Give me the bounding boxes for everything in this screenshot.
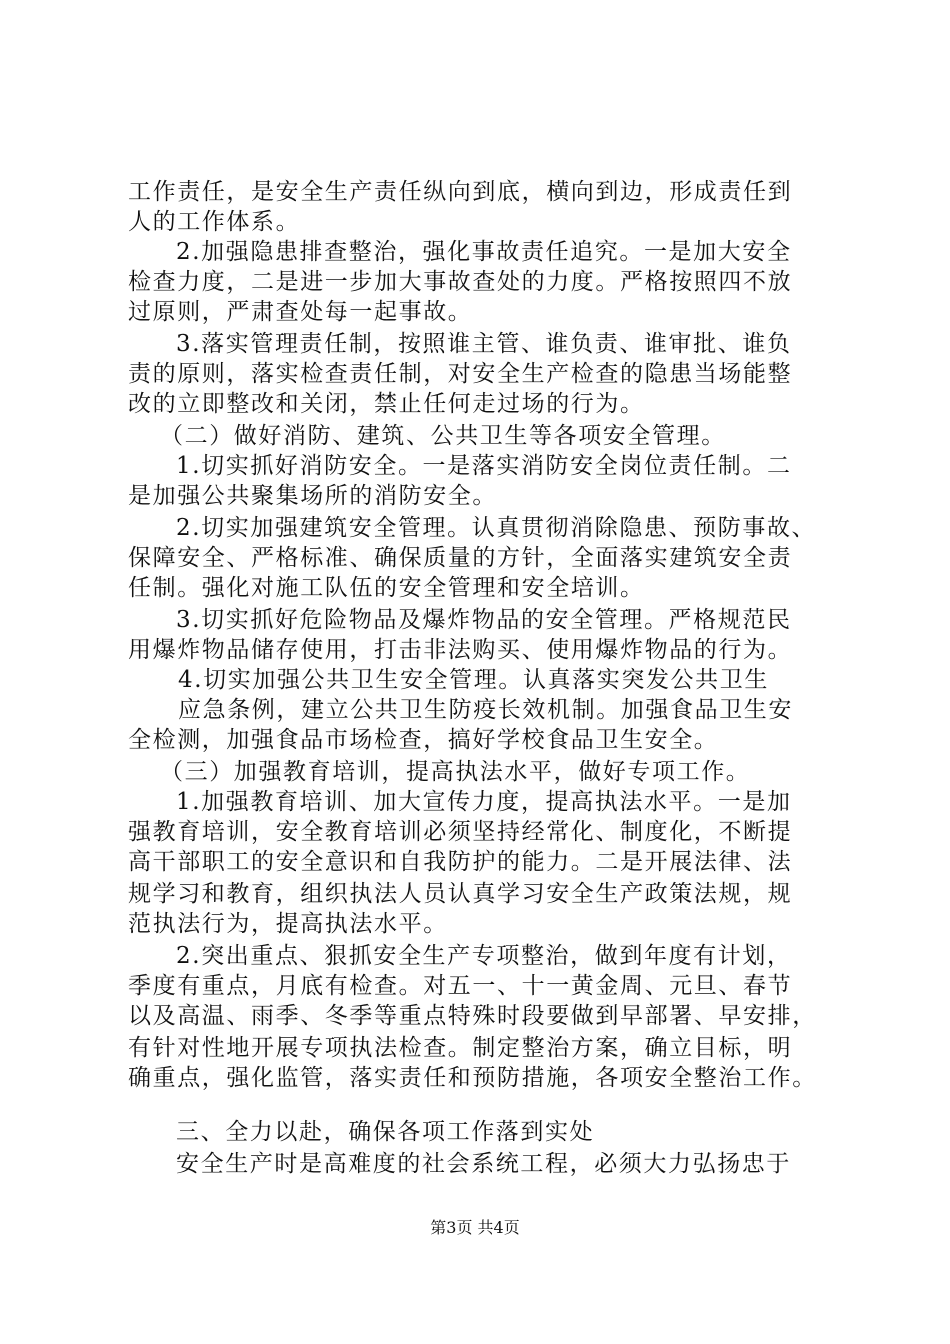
body-line: 1.加强教育培训、加大宣传力度，提高执法水平。一是加 <box>176 789 792 815</box>
body-line: 是加强公共聚集场所的消防安全。 <box>128 483 497 509</box>
body-line: 保障安全、严格标准、确保质量的方针，全面落实建筑安全责 <box>128 545 793 571</box>
body-line: 3.切实抓好危险物品及爆炸物品的安全管理。严格规范民 <box>176 607 792 633</box>
body-line: 责的原则，落实检查责任制，对安全生产检查的隐患当场能整 <box>128 361 793 387</box>
body-line: 检查力度，二是进一步加大事故查处的力度。严格按照四不放 <box>128 269 793 295</box>
body-line: 范执法行为，提高执法水平。 <box>128 911 448 937</box>
section-heading: （三）加强教育培训，提高执法水平，做好专项工作。 <box>160 759 751 785</box>
body-line: 有针对性地开展专项执法检查。制定整治方案，确立目标，明 <box>128 1035 793 1061</box>
body-line: 人的工作体系。 <box>128 209 301 235</box>
body-line: 任制。强化对施工队伍的安全管理和安全培训。 <box>128 575 645 601</box>
body-line: 2.突出重点、狠抓安全生产专项整治，做到年度有计划， <box>176 943 792 969</box>
body-line: 工作责任，是安全生产责任纵向到底，横向到边，形成责任到 <box>128 179 793 205</box>
body-line: 规学习和教育，组织执法人员认真学习安全生产政策法规，规 <box>128 881 793 907</box>
body-line: 1.切实抓好消防安全。一是落实消防安全岗位责任制。二 <box>176 453 792 479</box>
body-line: 确重点，强化监管，落实责任和预防措施，各项安全整治工作。 <box>128 1065 817 1091</box>
section-heading: 三、全力以赴，确保各项工作落到实处 <box>176 1119 595 1145</box>
body-line: 以及高温、雨季、冬季等重点特殊时段要做到早部署、早安排， <box>128 1003 817 1029</box>
body-line: 3.落实管理责任制，按照谁主管、谁负责、谁审批、谁负 <box>176 331 792 357</box>
body-line: 2.加强隐患排查整治，强化事故责任追究。一是加大安全 <box>176 239 792 265</box>
body-line: 全检测，加强食品市场检查，搞好学校食品卫生安全。 <box>128 727 719 753</box>
body-line: 过原则，严肃查处每一起事故。 <box>128 299 473 325</box>
body-line: 强教育培训，安全教育培训必须坚持经常化、制度化，不断提 <box>128 819 793 845</box>
body-line: 2.切实加强建筑安全管理。认真贯彻消除隐患、预防事故、 <box>176 515 817 541</box>
body-line: 改的立即整改和关闭，禁止任何走过场的行为。 <box>128 391 645 417</box>
body-line: 4.切实加强公共卫生安全管理。认真落实突发公共卫生 <box>178 667 769 693</box>
body-line: 应急条例，建立公共卫生防疫长效机制。加强食品卫生安 <box>178 697 793 723</box>
body-line: 用爆炸物品储存使用，打击非法购买、使用爆炸物品的行为。 <box>128 637 793 663</box>
body-line: 安全生产时是高难度的社会系统工程，必须大力弘扬忠于 <box>176 1151 791 1177</box>
section-heading: （二）做好消防、建筑、公共卫生等各项安全管理。 <box>160 423 726 449</box>
body-line: 高干部职工的安全意识和自我防护的能力。二是开展法律、法 <box>128 849 793 875</box>
body-line: 季度有重点，月底有检查。对五一、十一黄金周、元旦、春节 <box>128 973 793 999</box>
page-indicator: 第3页 共4页 <box>430 1218 520 1237</box>
